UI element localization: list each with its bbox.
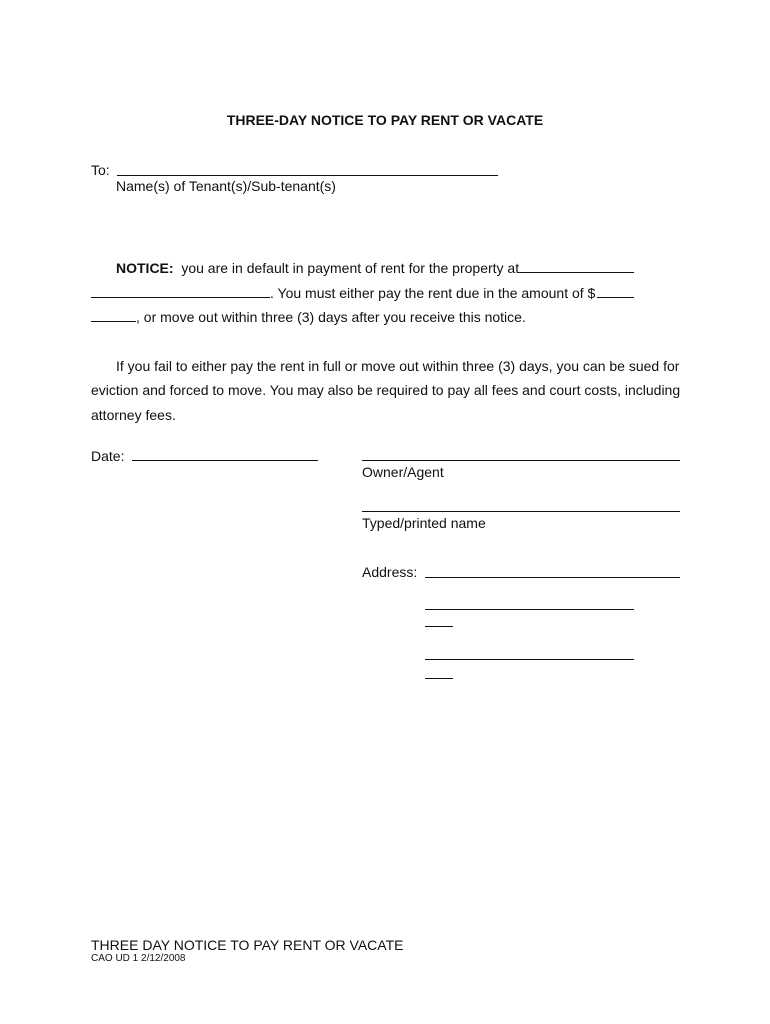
notice-label: NOTICE: bbox=[116, 260, 174, 276]
to-label: To: bbox=[91, 162, 110, 178]
document-title: THREE-DAY NOTICE TO PAY RENT OR VACATE bbox=[226, 112, 544, 128]
property-address-field-2[interactable] bbox=[91, 297, 270, 298]
warning-text-1: If you fail to either pay the rent in full or move out within three (3) days, you can be sued for bbox=[116, 358, 680, 374]
owner-caption: Owner/Agent bbox=[362, 464, 444, 480]
footer-code: CAO UD 1 2/12/2008 bbox=[91, 953, 186, 964]
address-field-1[interactable] bbox=[425, 577, 680, 578]
date-label: Date: bbox=[91, 448, 125, 464]
address-field-3[interactable] bbox=[425, 659, 634, 660]
tenant-name-field[interactable] bbox=[117, 175, 498, 176]
warning-text-2: eviction and forced to move. You may also be required to pay all fees and court costs, including bbox=[91, 382, 681, 398]
typed-caption: Typed/printed name bbox=[362, 515, 486, 531]
date-field[interactable] bbox=[132, 460, 318, 461]
notice-text-1: you are in default in payment of rent for the property at bbox=[181, 260, 520, 276]
property-address-field[interactable] bbox=[519, 272, 634, 273]
typed-name-field[interactable] bbox=[362, 511, 680, 512]
notice-line-1 bbox=[116, 260, 519, 276]
rent-amount-field-2[interactable] bbox=[91, 321, 136, 322]
rent-amount-field[interactable] bbox=[597, 297, 634, 298]
footer-title: THREE DAY NOTICE TO PAY RENT OR VACATE bbox=[91, 937, 404, 953]
address-field-2-cont[interactable] bbox=[425, 626, 453, 627]
address-field-2[interactable] bbox=[425, 609, 634, 610]
owner-signature-field[interactable] bbox=[362, 460, 680, 461]
address-label: Address: bbox=[362, 564, 418, 580]
address-field-3-cont[interactable] bbox=[425, 678, 453, 679]
warning-text-3: attorney fees. bbox=[91, 407, 176, 423]
tenant-caption: Name(s) of Tenant(s)/Sub-tenant(s) bbox=[116, 178, 336, 194]
notice-text-3: , or move out within three (3) days after you receive this notice. bbox=[136, 309, 526, 325]
notice-text-2: . You must either pay the rent due in the amount of $ bbox=[270, 285, 596, 301]
